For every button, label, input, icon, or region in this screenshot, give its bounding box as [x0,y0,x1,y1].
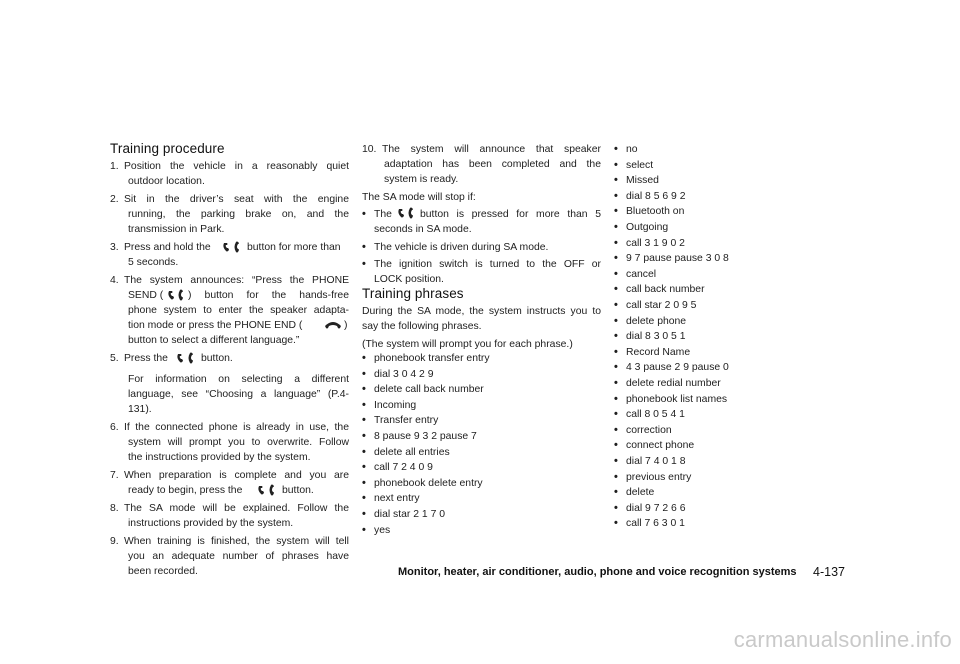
step-text: button. [201,353,233,364]
phrase-item: phonebook list names [626,393,728,405]
phone-send-icon [166,289,188,301]
bullet: • [614,486,618,499]
phrase-item: call 7 6 3 0 1 [626,518,685,530]
phrase-item: Bluetooth on [626,206,685,218]
step-number: 6. [110,422,119,433]
step-text: instructions provided by the system. [128,518,294,529]
phrase-item: delete call back number [374,384,484,396]
bullet: • [614,455,618,467]
bullet: • [362,367,366,380]
paragraph-line: say the following phrases. [362,321,482,332]
phrase-item: correction [626,424,672,436]
step-text: If the connected phone is already in use, the [124,422,349,433]
watermark: carmanualsonline.info [733,627,952,652]
step-text: The system announces: “Press the PHONE [124,275,349,286]
step-text: For information on selecting a different [128,374,349,385]
bullet: • [362,445,366,458]
phrase-item: Incoming [374,399,417,411]
paragraph-line: (The system will prompt you for each phrase.) [362,339,573,350]
stop-intro: The SA mode will stop if: [362,192,476,203]
step-number: 9. [110,536,119,547]
step-text: ready to begin, press the [128,485,243,496]
phrase-item: dial 3 0 4 2 9 [374,368,434,380]
step-text: transmission in Park. [128,224,225,235]
bullet: • [614,221,618,233]
bullet: • [362,430,366,442]
phone-send-icon [256,484,280,496]
bullet: • [362,492,366,505]
step-text: The SA mode will be explained. Follow the [124,503,349,514]
step-text: adaptation has been completed and the [384,159,601,170]
phrase-item: select [626,159,654,171]
bullet: • [614,377,618,389]
bullet: • [614,423,618,436]
step-text: phone system to enter the speaker adapta- [128,305,349,316]
bullet: • [362,476,366,489]
step-number: 5. [110,353,119,364]
step-text: outdoor location. [128,176,205,187]
bullet: • [614,408,618,421]
bullet-text: The vehicle is driven during SA mode. [374,242,549,253]
step-text: Press and hold the [124,242,211,253]
bullet: • [362,258,366,270]
phrase-item: dial 9 7 2 6 6 [626,502,686,514]
step-text: The system will announce that speaker [382,144,601,155]
bullet: • [614,345,618,358]
step-text: running, the parking brake on, and the [128,209,349,220]
phone-send-icon [396,207,418,219]
bullet: • [362,383,366,396]
phrase-item: phonebook delete entry [374,477,483,489]
phrase-item: delete phone [626,315,687,327]
bullet: • [614,501,618,514]
page-number: 4-137 [813,565,845,579]
phrase-item: dial 8 3 0 5 1 [626,331,686,343]
bullet: • [614,189,618,202]
step-text: the instructions provided by the system. [128,452,311,463]
paragraph-line: During the SA mode, the system instructs you to [362,306,601,317]
bullet: • [614,252,618,265]
phone-send-icon [221,241,245,253]
phrase-item: 8 pause 9 3 2 pause 7 [374,431,477,442]
bullet: • [614,283,618,296]
step-text: button. [282,485,314,496]
phrase-item: call back number [626,284,705,296]
bullet: • [362,352,366,364]
bullet: • [614,314,618,327]
phrase-item: next entry [374,493,420,505]
step-number: 8. [110,503,119,514]
step-text: 131). [128,404,152,415]
step-number: 10. [362,144,377,155]
bullet: • [362,523,366,536]
phrase-item: Missed [626,175,659,187]
bullet: • [362,208,366,220]
phrase-item: yes [374,524,391,536]
phrase-item: dial 7 4 0 1 8 [626,456,686,467]
phrase-item: delete redial number [626,378,721,389]
step-text: ) [344,320,348,331]
bullet: • [362,508,366,520]
bullet: • [614,236,618,249]
step-number: 4. [110,275,119,286]
phrase-item: call 7 2 4 0 9 [374,462,433,474]
bullet: • [614,174,618,187]
bullet: • [614,158,618,171]
bullet: • [362,414,366,427]
phrase-item: call star 2 0 9 5 [626,300,697,311]
bullet: • [614,361,618,374]
step-text: ) button for the hands-free [188,290,349,301]
phrase-item: call 3 1 9 0 2 [626,237,685,249]
bullet-text: The ignition switch is turned to the OFF or [374,259,601,270]
bullet: • [614,470,618,483]
bullet-text: button is pressed for more than 5 [420,209,601,220]
step-text: you an adequate number of phrases have [128,551,349,562]
step-number: 3. [110,242,119,253]
bullet: • [614,299,618,311]
bullet-text: The [374,209,392,220]
phrase-item: 9 7 pause pause 3 0 8 [626,253,729,265]
phrase-item: previous entry [626,471,692,483]
heading-training-phrases: Training phrases [362,286,464,301]
bullet: • [362,398,366,411]
bullet: • [614,517,618,530]
step-text: When training is finished, the system will tell [124,536,349,547]
step-text: system will prompt you to overwrite. Follow [128,437,349,448]
phrase-item: dial 8 5 6 9 2 [626,190,686,202]
step-text: 5 seconds. [128,257,179,268]
step-number: 2. [110,194,119,205]
step-text: button to select a different language.” [128,335,300,346]
phrase-item: 4 3 pause 2 9 pause 0 [626,362,729,374]
bullet: • [614,143,618,155]
step-text: system is ready. [384,174,459,185]
bullet: • [614,439,618,452]
step-text: Press the [124,353,168,364]
footer-section-title: Monitor, heater, air conditioner, audio, phone and voice recognition systems [398,566,797,578]
bullet-text: seconds in SA mode. [374,224,472,235]
bullet: • [614,267,618,280]
bullet: • [362,461,366,474]
step-text: button for more than [247,242,341,253]
phrase-item: Outgoing [626,222,669,233]
phrase-item: delete all entries [374,446,450,458]
step-text: Sit in the driver’s seat with the engine [124,194,349,205]
step-text: SEND ( [128,290,164,301]
phrase-item: no [626,144,638,155]
phone-send-icon [175,352,199,364]
step-text: been recorded. [128,566,198,577]
phrase-item: Record Name [626,346,691,358]
step-text: tion mode or press the PHONE END ( [128,320,303,331]
phrase-item: call 8 0 5 4 1 [626,409,685,421]
step-text: When preparation is complete and you are [124,470,349,481]
phrase-item: connect phone [626,440,695,452]
step-text: Position the vehicle in a reasonably quiet [124,161,349,172]
bullet-text: LOCK position. [374,274,444,285]
phone-end-icon [323,318,343,330]
bullet: • [614,392,618,405]
step-number: 1. [110,161,119,172]
heading-training-procedure: Training procedure [110,141,225,156]
phrase-item: phonebook transfer entry [374,353,490,364]
bullet: • [614,205,618,218]
phrase-item: dial star 2 1 7 0 [374,509,446,520]
phrase-item: delete [626,487,655,499]
phrase-item: cancel [626,268,657,280]
phrase-item: Transfer entry [374,415,439,427]
bullet: • [362,241,366,253]
step-number: 7. [110,470,119,481]
step-text: language, see “Choosing a language” (P.4- [128,389,349,400]
bullet: • [614,330,618,343]
